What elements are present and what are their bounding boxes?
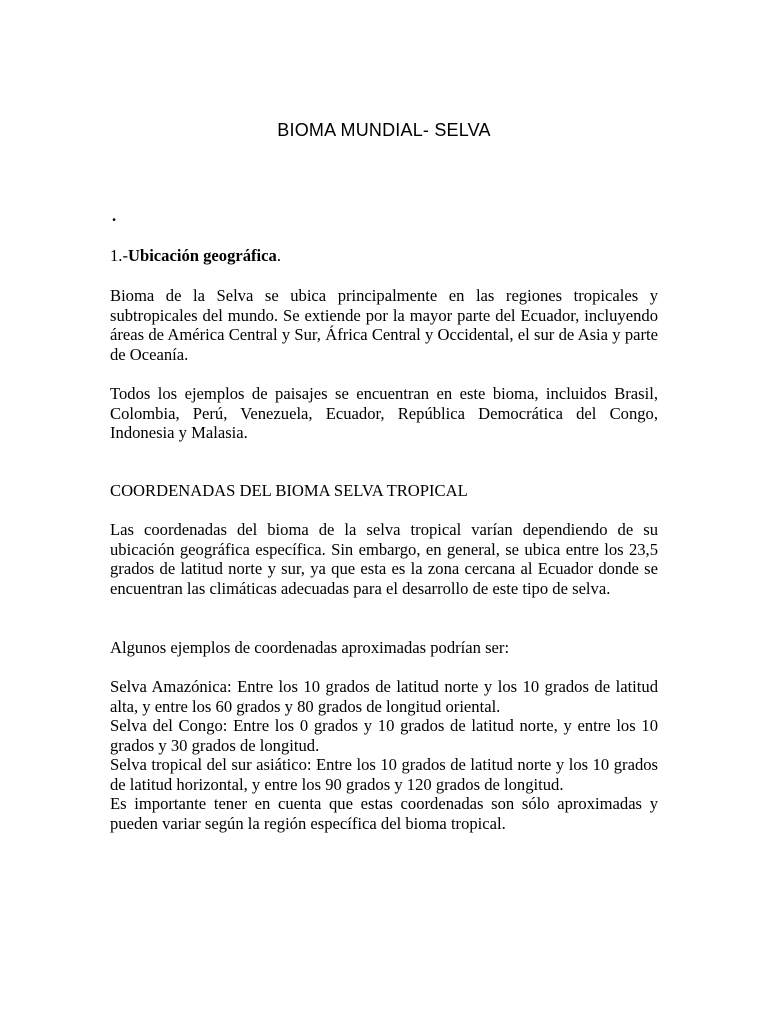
example-asia: Selva tropical del sur asiático: Entre los 10 grados de latitud norte y los 10 grados de latitud horizontal, y entre los 90 grados y 120 grados de longitud. — [110, 755, 658, 794]
example-note: Es importante tener en cuenta que estas coordenadas son sólo aproximadas y pueden variar según la región específica del bioma tropical. — [110, 794, 658, 833]
example-congo: Selva del Congo: Entre los 0 grados y 10 grados de latitud norte, y entre los 10 grados y 30 grados de longitud. — [110, 716, 658, 755]
bullet-dot: . — [112, 206, 117, 225]
paragraph-examples-intro: Algunos ejemplos de coordenadas aproximadas podrían ser: — [110, 638, 510, 657]
section-number: 1.- — [110, 246, 128, 265]
paragraph-location: Bioma de la Selva se ubica principalmente en las regiones tropicales y subtropicales del mundo. Se extiende por la mayor parte del Ecuador, incluyendo áreas de América Central y Sur, África Central y Occidental, el sur de Asia y parte de Oceanía. — [110, 286, 658, 364]
coordinates-heading: COORDENADAS DEL BIOMA SELVA TROPICAL — [110, 481, 468, 500]
example-amazon: Selva Amazónica: Entre los 10 grados de latitud norte y los 10 grados de latitud alta, y entre los 60 grados y 80 grados de longitud oriental. — [110, 677, 658, 716]
section-heading-period: . — [276, 246, 281, 265]
paragraph-examples-countries: Todos los ejemplos de paisajes se encuentran en este bioma, incluidos Brasil, Colombia, Perú, Venezuela, Ecuador, República Democrática del Congo, Indonesia y Malasia. — [110, 384, 658, 442]
paragraph-coordinates: Las coordenadas del bioma de la selva tropical varían dependiendo de su ubicación geográfica específica. Sin embargo, en general, se ubica entre los 23,5 grados de latitud norte y sur, ya que esta es la zona cercana al Ecuador donde se encuentran las climáticas adecuadas para el desarrollo de este tipo de selva. — [110, 520, 658, 598]
section-heading-text: Ubicación geográfica — [127, 246, 277, 265]
section-1-heading — [110, 246, 658, 266]
coordinate-examples — [110, 677, 658, 833]
document-title: BIOMA MUNDIAL- SELVA — [277, 120, 491, 140]
